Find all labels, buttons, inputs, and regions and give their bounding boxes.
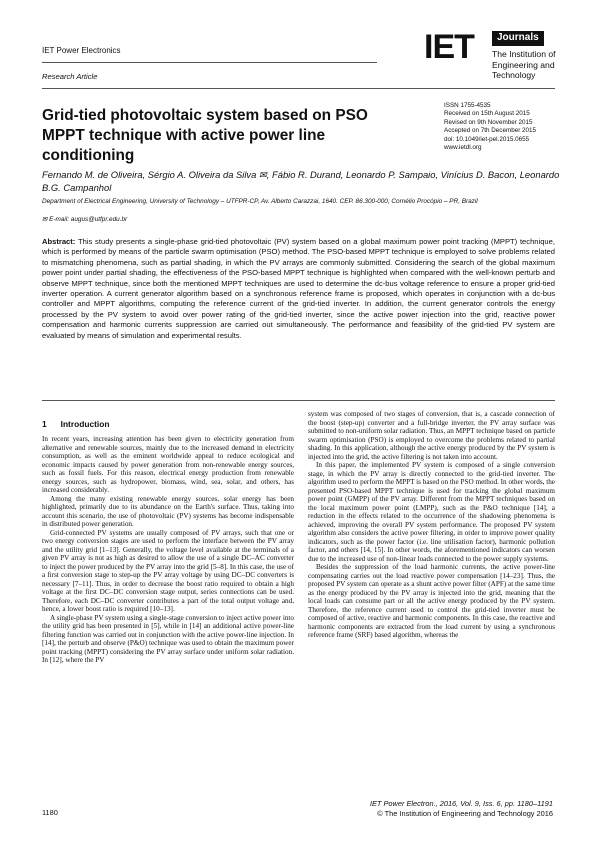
meta-website[interactable]: www.ietdl.org (444, 144, 482, 152)
meta-doi[interactable]: doi: 10.1049/iet-pel.2015.0655 (444, 135, 530, 143)
citation-line: IET Power Electron., 2016, Vol. 9, Iss. 6, pp. 1180–1191 (369, 799, 553, 808)
body-column-right (308, 410, 555, 640)
abstract-divider (42, 400, 555, 401)
affiliation: Department of Electrical Engineering, University of Technology – UTFPR-CP, Av. Alberto Carazzai, 1640. CEP. 86.300-000, Cornélio Procópio – PR, Brazil (42, 198, 478, 205)
paragraph: A single-phase PV system using a single-stage conversion to inject active power into the utility grid has been presented in [5], while in [14] an additional active power-line filtering function was carried out in conjunction with the active power-line injection. In [14], the perturb and observe (P&O) technique was used to obtain the maximum power point tracking (MPPT) considering the PV array surface under uniform solar radiation. In [12], where the PV (42, 613, 294, 664)
abstract-label: Abstract: (42, 237, 76, 246)
logo-journals-badge: Journals (492, 31, 544, 46)
section-heading-introduction: 1 Introduction (42, 419, 110, 429)
abstract (42, 237, 555, 341)
footer-citation (370, 799, 553, 819)
logo-brand: IET (424, 28, 474, 66)
journal-name: IET Power Electronics (42, 46, 121, 55)
article-meta (444, 102, 536, 152)
paragraph: Grid-connected PV systems are usually composed of PV arrays, such that one or two energy conversion stages are used to perform the interface between the PV array and the utility grid [1–13]. Generally, the voltage level available at the terminals of a given PV array is not as high as desired to allow the use of a single DC–AC converter to inject the power produced by the PV array into the grid [5–8]. In this case, the use of a first conversion stage to step-up the PV array voltage by using DC–DC converters is necessary [7–11]. Thus, in order to decrease the boost ratio required to obtain a high voltage at the first DC–DC conversion stage output, series connections can be used. Therefore, each DC–DC converter contributes a part of the total output voltage and, hence, a lower boost ratio is required [10–13]. (42, 528, 294, 613)
meta-revised: Revised on 9th November 2015 (444, 118, 533, 126)
paragraph: Besides the suppression of the load harmonic currents, the active power-line compensating carries out the load reactive power compensation [14–23]. Thus, the proposed PV system can operate as a shunt active power filter (APF) at the same time as the energy produced by the PV array is injected into the grid, meaning that the local loads can consume part or all the active energy produced by the PV system. Therefore, the reference current used to control the grid-tied inverter must be composed of active, reactive and harmonic components. In this case, the reactive and harmonic components are extracted from the load current by using a synchronous reference frame (SRF) based algorithm, whereas the (308, 563, 555, 639)
paragraph: In recent years, increasing attention has been given to electricity generation from alternative and renewable sources, mainly due to the increased demand in electricity consumption, as well as the eminent worldwide appeal to reduce ecological and economic impacts caused by power generation from non-renewable energy sources, such as fossil fuels. For this reason, electrical energy production from renewable energy sources, such as hydropower, biomass, wind, sea, solar, and others, has increased considerably. (42, 435, 294, 494)
corresponding-email[interactable]: ✉ E-mail: augus@utfpr.edu.br (42, 216, 128, 223)
meta-accepted: Accepted on 7th December 2015 (444, 127, 537, 135)
iet-journals-logo (424, 30, 560, 82)
meta-received: Received on 15th August 2015 (444, 110, 530, 118)
header-divider (42, 62, 377, 63)
abstract-text: This study presents a single-phase grid-tied photovoltaic (PV) system based on a global maximum power point tracking (MPPT) technique, which is performed by means of the particle swarm optimisation (PSO) method. The PSO-based MPPT technique is employed to solve problems related to mismatching phenomena, such as partial shading, in which the PV arrays are commonly submitted. Considering the search of the global maximum power point under partial shading, the effectiveness of the PSO-based MPPT technique is highlighted when compared with the well-known perturb and observe MPPT technique, since both the mentioned MPPT techniques are used to determine the dc-bus voltage reference to ensure a proper grid-tied inverter operation. A current generator algorithm based on a synchronous reference frame is proposed, which operates in conjunction with a dc-bus controller and MPPT algorithms, computing the reference current of the grid-tied inverter. In addition, the current generator controls the energy processed by the PV system to avoid over power rating of the grid-tied inverter, since the active power injection into the grid, reactive power compensation and harmonic currents suppression are carried out simultaneously. The performance and feasibility of the grid-tied PV system are evaluated by means of simulation and experimental results. (42, 237, 555, 340)
page-number: 1180 (42, 808, 58, 817)
author-list: Fernando M. de Oliveira, Sérgio A. Oliveira da Silva ✉, Fábio R. Durand, Leonardo P. Sampaio, Vinícius D. Bacon, Leonardo B.G. Campanhol (42, 169, 560, 193)
paragraph: Among the many existing renewable energy sources, solar energy has been highlighted, primarily due to its abundance on the Earth's surface. Thus, taking into account this scenario, the use of photovoltaic (PV) systems has become indispensable in distributed power generation. (42, 494, 294, 528)
meta-issn: ISSN 1755-4535 (444, 102, 491, 109)
title-divider (42, 88, 555, 89)
article-type: Research Article (42, 72, 98, 81)
logo-institution (492, 49, 567, 81)
paragraph: In this paper, the implemented PV system is composed of a single conversion stage, in which the PV array is directly connected to the grid-tied inverter. The algorithm used to perform the MPPT is based on the PSO method. In other words, the presented PSO-based MPPT technique is used for tracking the global maximum power point (GMPP) of the PV array. Different from the MPPT techniques based on the local maximum power point (LMPP), such as the P&O technique [14], a reduction in the effects related to the occurrence of the shadowing phenomena is achieved, improving the overall PV system performance. The proposed PV system algorithm also considers the active power filtering, in order to improve power quality indicators, such as the power factor (i.e. line utilisation factor), harmonic pollution factor, and others [14, 15]. In other words, the aforementioned indicators can worsen due to the increased use of non-linear loads connected to the power supply systems. (308, 461, 555, 563)
paragraph: system was composed of two stages of conversion, that is, a cascade connection of the boost (step-up) converter and a full-bridge inverter, the PV array surface was submitted to non-uniform solar radiation. Thus, an MPPT technique based on particle swarm optimisation (PSO) is employed to overcome the problems related to partial shading. In this application, although the active energy produced by the PV system is injected into the grid, the active filtering is not taken into account. (308, 410, 555, 461)
logo-institution-line1: The Institution of (492, 49, 556, 59)
body-column-left (42, 435, 294, 665)
logo-institution-line2: Engineering and Technology (492, 59, 555, 80)
article-title: Grid-tied photovoltaic system based on PSO MPPT technique with active power line conditioning (42, 107, 368, 164)
copyright-line: © The Institution of Engineering and Technology 2016 (377, 809, 553, 818)
